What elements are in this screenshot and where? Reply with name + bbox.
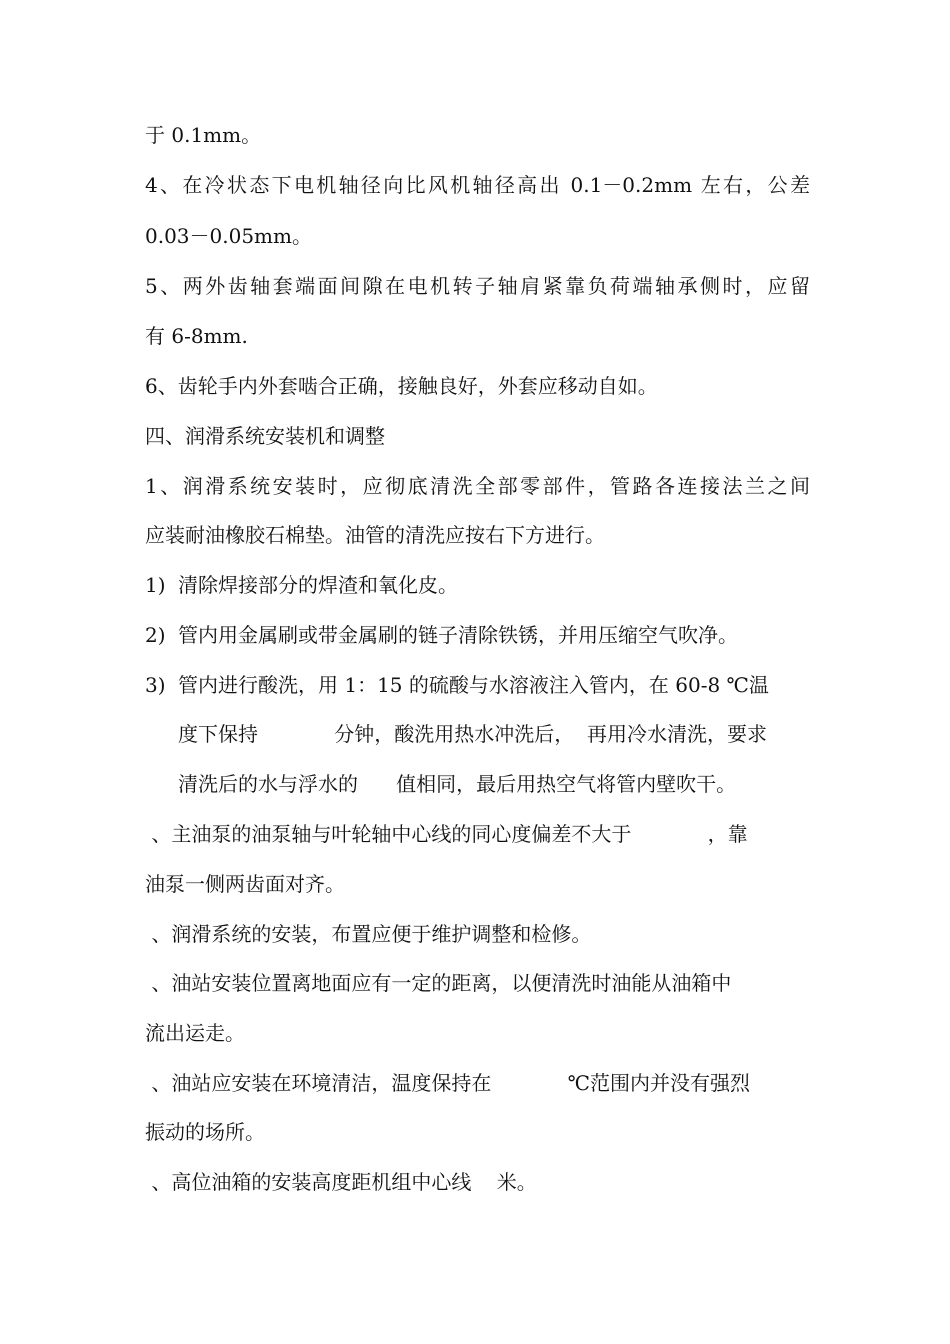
text-line: 、油站应安装在环境清洁，温度保持在 ℃范围内并没有强烈 — [145, 1071, 751, 1095]
list-item — [145, 621, 810, 649]
list-continuation: 清洗后的水与浮水的 值相同，最后用热空气将管内壁吹干。 — [178, 772, 737, 796]
text-line: 、高位油箱的安装高度距机组中心线 米。 — [145, 1170, 537, 1194]
list-item — [145, 671, 810, 699]
list-text: 管内进行酸洗，用 1：15 的硫酸与水溶液注入管内，在 60-8 ℃温 — [178, 673, 769, 697]
text-line: 振动的场所。 — [145, 1120, 265, 1144]
text-line: 5、两外齿轴套端面间隙在电机转子轴肩紧靠负荷端轴承侧时，应留 — [145, 274, 810, 298]
list-continuation: 度下保持 分钟，酸洗用热水冲洗后， 再用冷水清洗，要求 — [178, 722, 768, 746]
text-line: 、润滑系统的安装，布置应便于维护调整和检修。 — [145, 922, 592, 946]
text-line: 、主油泵的油泵轴与叶轮轴中心线的同心度偏差不大于 ，靠 — [145, 822, 748, 846]
section-heading: 四、润滑系统安装机和调整 — [145, 424, 385, 448]
list-marker: 1) — [145, 573, 166, 597]
text-line: 6、齿轮手内外套啮合正确，接触良好，外套应移动自如。 — [145, 374, 658, 398]
list-text: 管内用金属刷或带金属刷的链子清除铁锈，并用压缩空气吹净。 — [178, 623, 738, 647]
text-line: 应装耐油橡胶石棉垫。油管的清洗应按右下方进行。 — [145, 523, 605, 547]
text-line: 4、在冷状态下电机轴径向比风机轴径高出 0.1－0.2mm 左右，公差 — [145, 173, 810, 197]
text-line: 0.03－0.05mm。 — [145, 224, 312, 248]
list-marker: 3) — [145, 673, 166, 697]
text-line: 有 6-8mm. — [145, 324, 248, 348]
text-line: 1、润滑系统安装时，应彻底清洗全部零部件，管路各连接法兰之间 — [145, 474, 810, 498]
text-line: 、油站安装位置离地面应有一定的距离，以便清洗时油能从油箱中 — [145, 971, 732, 995]
text-line: 流出运走。 — [145, 1021, 245, 1045]
list-marker: 2) — [145, 623, 166, 647]
text-line: 于 0.1mm。 — [145, 123, 262, 147]
text-line: 油泵一侧两齿面对齐。 — [145, 872, 345, 896]
list-item — [145, 571, 810, 599]
list-text: 清除焊接部分的焊渣和氧化皮。 — [178, 573, 458, 597]
